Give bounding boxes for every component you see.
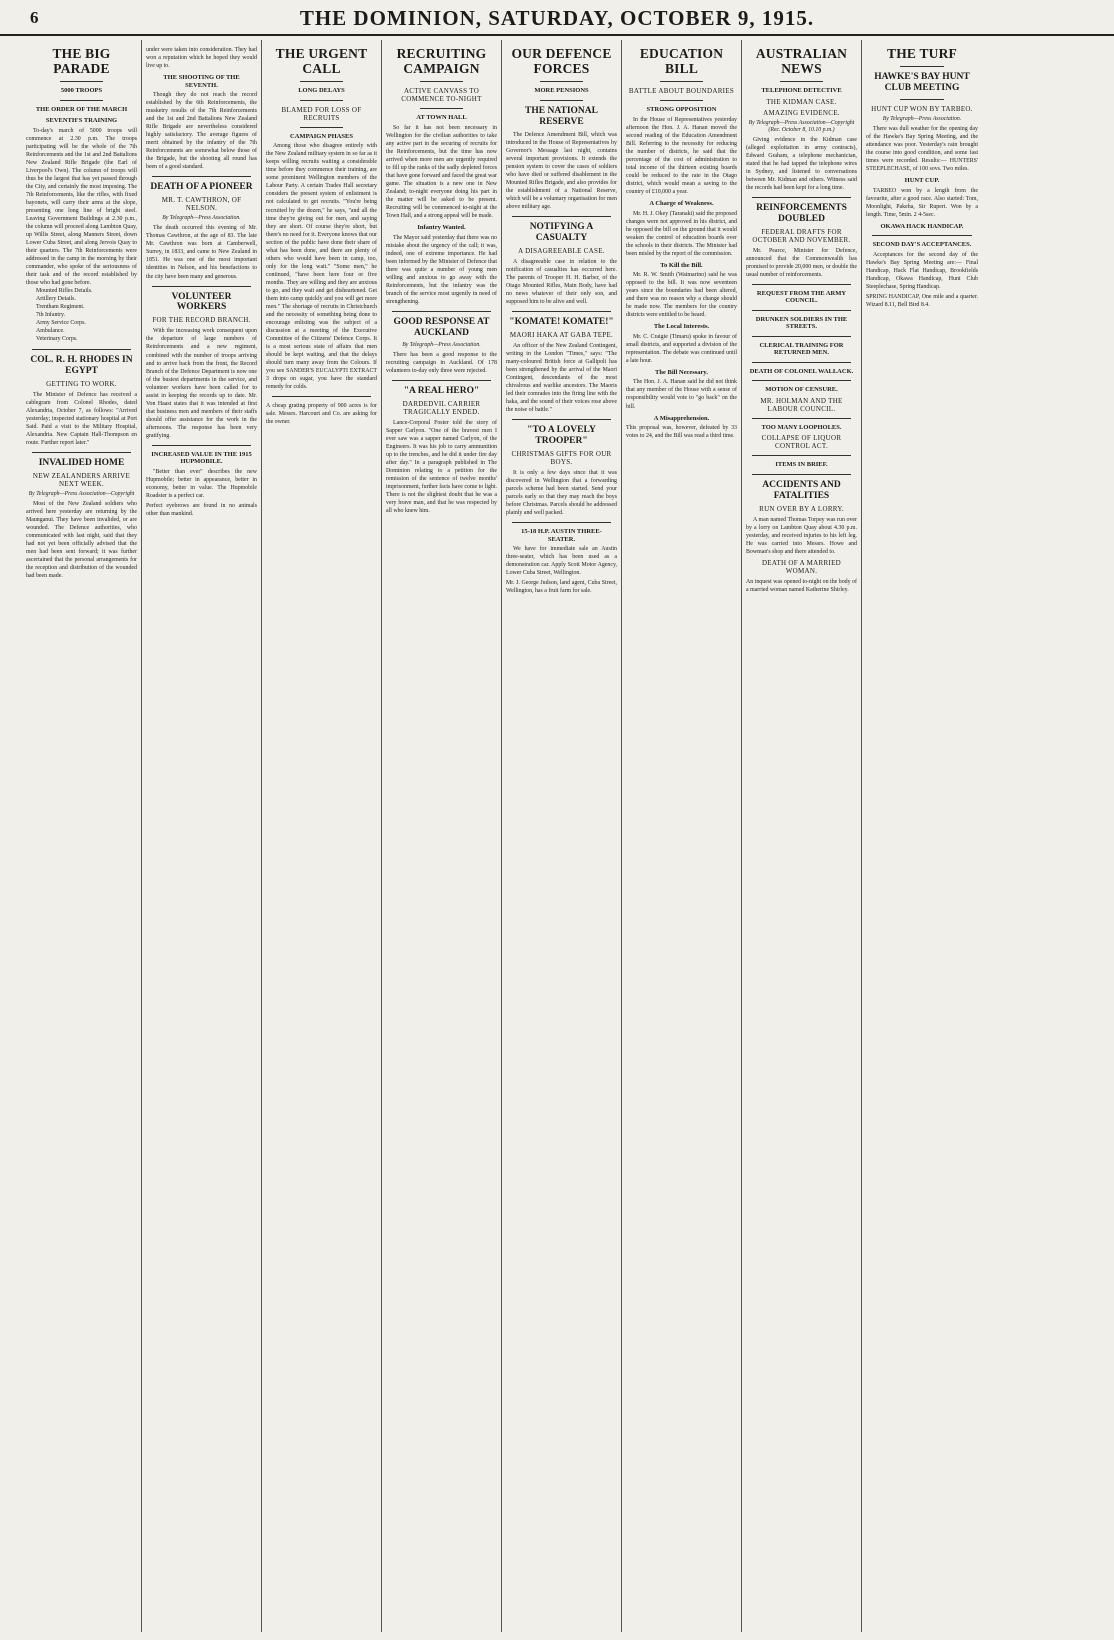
article-body: A man named Thomas Torpey was run over by a lorry on Lambton Quay about 4.30 p.m. yesterday, and received injuries to his left leg. He was carried into Messrs. Howe and Bowman's shop and there attended to. [746, 516, 857, 555]
subheading: COLLAPSE OF LIQUOR CONTROL ACT. [761, 434, 842, 451]
article-ending: SPRING HANDICAP, One mile and a quarter. Wizard 8.11, Bell Bird 8.4. [866, 293, 978, 308]
subheading: THE SHOOTING OF THE SEVENTH. [163, 74, 240, 89]
subheading: SECOND DAY'S ACCEPTANCES. [872, 241, 972, 249]
subheading: A Charge of Weakness. [649, 200, 714, 208]
divider [420, 108, 463, 109]
headline: INVALIDED HOME [38, 458, 125, 469]
article-ending: This proposal was, however, defeated by 33 votes to 24, and the Bill was read a third time. [626, 425, 737, 440]
article-body: Mr. Pearce, Minister for Defence, announced that the Commonwealth has promised to provide 20,000 men, or double the usual number of reinforcements. [746, 247, 857, 278]
headline: "KOMATE! KOMATE!" [509, 316, 614, 327]
divider [32, 349, 131, 350]
article-body: An officer of the New Zealand Contingent, writing in the London "Times," says: "The many-coloured British force at Gallipoli has been strengthened by the arrival of the Maori Contingent, descendants of the most chivalrous and warlike ancestors. The Maoris led their comrades into the firing line with the haka, and the sound of their voices rose above the noise of battle." [506, 342, 617, 414]
subheading: MR. HOLMAN AND THE LABOUR COUNCIL. [760, 396, 843, 413]
divider [540, 81, 583, 82]
headline: VOLUNTEER WORKERS [171, 291, 232, 313]
subheading: CHRISTMAS GIFTS FOR OUR BOYS. [511, 450, 612, 467]
divider [512, 522, 611, 523]
divider [752, 455, 851, 456]
dateline: By Telegraph—Press Association. [162, 215, 241, 222]
subheading: A Misapprehension. [653, 414, 710, 422]
headline: THE BIG PARADE [52, 46, 111, 77]
dateline: By Telegraph—Press Association—Copyright [28, 491, 135, 498]
subheading: GETTING TO WORK. [46, 379, 117, 388]
divider [300, 81, 343, 82]
article-body: There has been a good response to the recruiting campaign in Auckland. Of 178 volunteers to-day only three were rejected. [386, 351, 497, 374]
article-body: In the House of Representatives yesterday afternoon the Hon. J. A. Hanan moved the second reading of the Education Amendment Bill. Referring to the necessity for reducing the number of districts, he said that the percentage of the cost of administration to total income of the thirteen existing boards could be reduced to the rate in the Otago district, which would mean a saving to the country of £10,000 a year. [626, 116, 737, 196]
subheading: STRONG OPPOSITION [646, 106, 717, 114]
article-body: The Defence Amendment Bill, which was introduced in the House of Representatives by Governor's Message last night, contains several important provisions. It extends the pension system to cover the cases of soldiers who have died or suffered disablement in the Mounted Rifles Brigade, and also provides for the establishment of a National Reserve, which will be a voluntary organisation for men above military age. [506, 131, 617, 210]
subheading: RUN OVER BY A LORRY. [759, 504, 844, 513]
article-body: Among those who disagree entirely with the New Zealand military system in so far as it keeps willing recruits waiting a considerable time before they commence their training, are some prominent Wellington members of the Labour Party. A certain Trades Hall secretary considers the present system of enlistment is not calculated to get recruits. "You're being recruited by the dozen," he says, "and all the time they're giving out for men, and saying they are short. Of course they're short, but there's no need for it. Everyone knows that our section of the public have done their share of what has been done, and there are plenty of others who would have been in camp, too, only for the long wait." "Some men," he continued, "have been here four or five months. They are willing and they are anxious to go, and they wait and get disheartened. Get them into camp quickly and you will get more men." The shortage of recruits in Christchurch and the necessity of something being done to encourage enlisting was the subject of a discussion at a meeting of the Executive Committee of the Citizens' Defence Corps. It is a most serious state of affairs that men should be kept waiting, and that the delays should turn many away from the Colours. If you see SANDER'S EUCALYPTI EXTRACT 3 drops on sugar, you have the standard remedy for colds. [266, 143, 377, 391]
subheading: DEATH OF A MARRIED WOMAN. [761, 558, 842, 575]
headline: TOO MANY LOOPHOLES. [761, 423, 842, 431]
divider [660, 81, 703, 82]
subheading: AT TOWN HALL [416, 114, 467, 122]
article-body: Acceptances for the second day of the Hawke's Bay Spring Meeting are:— Final Handicap, Hack Flat Handicap, Brookfields Handicap, Okawa Handicap, Hunt Club Steeplechase, Spring Handicap. [866, 251, 978, 290]
column-big-parade [22, 40, 142, 1632]
article-body: The Minister of Defence has received a cablegram from Colonel Rhodes, dated Alexandria, October 7, as follows: "Arrived yesterday; inspected stationary hospital at Port Said. Paid a visit to the Military Hospital, Alexandria. New Captain Hall-Thompson en route. Further report later." [26, 391, 137, 447]
divider [660, 100, 703, 101]
article-body: The death occurred this evening of Mr. Thomas Cawthron, at the age of 83. The late Mr. Cawthron was born at Camberwell, Surrey, in 1833, and came to New Zealand in 1851. He was one of the most important identities in Nelson, and his benefactions to the city have been many and generous. [146, 225, 257, 280]
article-body: To-day's march of 5000 troops will commence at 2.30 p.m. The troops participating will be the whole of the 7th Reinforcements and the 1st and 2nd Battalions New Zealand Rifle Brigade (the Earl of Liverpool's Own). The column of troops will thus be the largest that has yet passed through the City, and certainly the most imposing. The 7th Reinforcements, like the rifles, with fixed bayonets, will carry their arms at the slope, presenting one long line of bright steel. Leaving Government Buildings at 2.30 p.m., the column will proceed along Lambton Quay, up Willis Street, along Manners Street, down Lower Cuba Street, and along Jervois Quay to their quarters. The 7th Reinforcements were addressed in the camp in the morning by their commander, who spoke of the seriousness of their task and of the record established by those who had gone before. [26, 127, 137, 287]
divider [752, 284, 851, 285]
subheading: DARDEDVIL CARRIER TRAGICALLY ENDED. [402, 399, 481, 416]
column-education-bill [622, 40, 742, 1632]
column-shooting [142, 40, 262, 1632]
subheading: THE KIDMAN CASE. [766, 97, 837, 106]
divider [272, 396, 371, 397]
article-ending: An inquest was opened to-night on the body of a married woman named Katherine Shirley. [746, 578, 857, 594]
columns [22, 40, 1102, 1632]
article-body: Though they do not reach the record established by the 6th Reinforcements, the musketry results of the 7th Reinforcements and the 1st and 2nd Battalions New Zealand Rifle Brigade are nevertheless considered highly satisfactory. The average figures of merit obtained by the infantry of the 7th Reinforcements are somewhat below those of the Brigade, but the shooting all round has been of a good standard. [146, 92, 257, 171]
headline: OUR DEFENCE FORCES [511, 46, 612, 77]
newspaper-title: THE DOMINION, SATURDAY, OCTOBER 9, 1915. [299, 6, 815, 30]
column-defence-forces [502, 40, 622, 1632]
divider [60, 81, 103, 82]
divider [152, 176, 251, 177]
divider [300, 127, 343, 128]
divider [152, 445, 251, 446]
column-australian-news [742, 40, 862, 1632]
article-body: The Hon. J. A. Hanan said he did not think that any member of the House with a sense of responsibility would vote to "go back" on the bill. [626, 379, 737, 410]
divider [392, 311, 491, 312]
column-turf [862, 40, 982, 1632]
divider [752, 474, 851, 475]
headline: "TO A LOVELY TROOPER" [527, 425, 596, 447]
article-body: Mr. H. J. Okey (Taranaki) said the proposed changes were not approved in his district, and he opposed the bill on the ground that it would weaken the control of education boards over the schools in their districts. The Minister had been misled by the report of the commission. [626, 210, 737, 257]
subheading: HAWKE'S BAY HUNT CLUB MEETING [874, 72, 970, 94]
article-body: TARBEO won by a length from the favourite, after a good race. Also started: Tom, Moonlight, Pakeha, Sir Rupert. Won by a length. Time, 5min. 2 4-5sec. [866, 187, 978, 218]
subheading: SEVENTH'S TRAINING [45, 117, 118, 125]
divider [540, 100, 583, 101]
subheading: HUNT CUP WON BY TARBEO. [871, 104, 973, 113]
dateline: By Telegraph—Press Association—Copyright (Rec. October 8, 10.10 p.m.) [748, 119, 855, 133]
divider [32, 452, 131, 453]
headline: RECRUITING CAMPAIGN [396, 46, 487, 77]
list-item: Artillery Details. [36, 296, 76, 303]
list-item: Ambulance. [36, 328, 65, 335]
divider [392, 380, 491, 381]
headline: THE TURF [887, 46, 957, 61]
divider [60, 100, 103, 101]
subheading: HUNT CUP. [904, 177, 940, 185]
page-number: 6 [30, 8, 39, 27]
advertisement-note: A cheap grating property of 900 acres is for sale. Messrs. Harcourt and Co. are asking for the owner. [266, 403, 377, 426]
column-recruiting [382, 40, 502, 1632]
subheading: ACTIVE CANVASS TO COMMENCE TO-NIGHT [401, 87, 482, 104]
divider [300, 100, 343, 101]
headline: DRUNKEN SOLDIERS IN THE STREETS. [755, 315, 848, 331]
masthead [0, 0, 1114, 36]
subheading: THE NATIONAL RESERVE [525, 105, 598, 127]
headline: GOOD RESPONSE AT AUCKLAND [393, 316, 490, 338]
subheading: MR. T. CAWTHRON, OF NELSON. [161, 196, 242, 213]
subheading: A DISAGREEABLE CASE. [518, 246, 605, 255]
headline: NOTIFYING A CASUALTY [529, 221, 594, 243]
divider [512, 311, 611, 312]
article-body: There was dull weather for the opening day of the Hawke's Bay Spring Meeting, and the attendance was poor. Yesterday's rain brought the course into good condition, and some fast times were recorded. Results:— HUNTERS' STEEPLECHASE, of 100 sovs. Two miles. [866, 125, 978, 173]
headline: REINFORCEMENTS DOUBLED [756, 202, 847, 224]
headline: "A REAL HERO" [403, 385, 480, 396]
article-continuation: under were taken into consideration. They had won a reputation which he hoped they would live up to. [146, 47, 257, 70]
subheading: TELEPHONE DETECTIVE [761, 87, 842, 95]
list-item: Mounted Rifles Details. [36, 288, 93, 295]
divider [752, 336, 851, 337]
subheading: The Local Interests. [653, 323, 710, 331]
subheading: FOR THE RECORD BRANCH. [152, 316, 251, 325]
subheading: AMAZING EVIDENCE. [763, 108, 840, 117]
dateline: By Telegraph—Press Association. [402, 341, 481, 348]
divider [900, 99, 944, 100]
article-body: So far it has not been necessary in Wellington for the civilian authorities to take any active part in the securing of recruits for the Reinforcements, but the time has now arrived when more men are urgently required to fill up the ranks of the sadly depleted forces that have gone forward and faced the great war game. The situation is a new one in New Zealand; to-night everyone doing his part in the matter will be asked to be present. Recruiting will be commenced to-night at the Town Hall, and a strong appeal will be made. [386, 124, 497, 220]
article-body: Giving evidence in the Kidman case (alleged exploitation in army contracts), Edward Graham, a telephone mechanician, stated that he had tapped the telephone wires in Sydney, and listened to conversations between Mr. Kidman and others. Witness said the records had been kept for a long time. [746, 136, 857, 191]
subheading: 5000 TROOPS [60, 87, 103, 95]
headline: THE URGENT CALL [275, 46, 368, 77]
subheading: BLAMED FOR LOSS OF RECRUITS [281, 105, 362, 122]
advertisement-heading: INCREASED VALUE IN THE 1915 HUPMOBILE. [151, 450, 252, 466]
column-urgent-call [262, 40, 382, 1632]
headline: DEATH OF A PIONEER [150, 182, 253, 193]
headline: COL. R. H. RHODES IN EGYPT [30, 355, 133, 376]
list-item: Army Service Corps. [36, 320, 86, 327]
list-item: Veterinary Corps. [36, 336, 78, 343]
subheading: CAMPAIGN PHASES [290, 132, 353, 140]
divider [420, 81, 463, 82]
article-body: Most of the New Zealand soldiers who arrived here yesterday are returning by the Maunganui. They have been invalided, or are wounded. The Defence authorities, who communicated with last night, said that they had not yet been officially advised that the men had been sent forward; it was further ascertained that the personal arrangements for the reception and distribution of the wounded had been made. [26, 501, 137, 580]
subheading: LONG DELAYS [298, 87, 345, 95]
headline: DEATH OF COLONEL WALLACK. [749, 367, 854, 375]
list-item: 7th Infantry. [36, 312, 66, 319]
divider [512, 419, 611, 420]
divider [752, 418, 851, 419]
divider [752, 197, 851, 198]
advertisement-note: Perfect eyebrows are found in no animals other than mankind. [146, 502, 257, 517]
divider [752, 310, 851, 311]
article-body: Lance-Corporal Foster told the story of Sapper Carlyon. "One of the bravest men I ever saw was a sapper named Carlyon, of the Engineers. It was his job to carry ammunition up to the trenches, and he did it under fire day after day." In a paragraph published in The Dominion relating to a petition for the remission of the sentence of twelve months' imprisonment, further facts have come to light. There is not the slightest doubt that he was a very brave man, and that he was respected by all who knew him. [386, 419, 497, 515]
advertisement-heading: 15-18 H.P. AUSTIN THREE-SEATER. [521, 528, 602, 543]
subheading: BATTLE ABOUT BOUNDARIES [628, 87, 735, 96]
subheading: MAORI HAKA AT GABA TEPE. [509, 330, 614, 339]
divider [900, 66, 944, 67]
divider [752, 380, 851, 381]
advertisement-note: Mr. J. George Judson, land agent, Cuba Street, Wellington, has a fruit farm for sale. [506, 580, 617, 595]
headline: EDUCATION BILL [639, 46, 724, 77]
subheading: THE ORDER OF THE MARCH [35, 105, 128, 113]
divider [512, 216, 611, 217]
article-body: It is only a few days since that it was discovered in Wellington that a forwarding parcels scheme had been started. Send your parcels early so that they may reach the boys before Christmas. Parcels should be addressed plainly and well packed. [506, 470, 617, 517]
article-body: With the increasing work consequent upon the departure of large numbers of Reinforcements and a new regiment, combined with the number of troops arriving and to arrive back from the front, the Record Branch of the Defence Department is now one of the busiest departments in the service, and volunteer workers have been called for to assist in keeping the records up to date. Mr. Von Haast states that it was intended at first that business men and members of their staffs should offer assistance for the work in the afternoons. The response has been very gratifying. [146, 328, 257, 439]
subheading: OKAWA HACK HANDICAP. [880, 222, 964, 230]
headline: CLERICAL TRAINING FOR RETURNED MEN. [759, 341, 844, 357]
advertisement-body: We have for immediate sale an Austin three-seater, which has been used as a demonstration car. Apply Scott Motor Agency, Lower Cuba Street, Wellington. [506, 546, 617, 577]
subheading: MORE PENSIONS [534, 87, 589, 95]
headline: AUSTRALIAN NEWS [755, 46, 848, 77]
subheading: The Bill Necessary. [655, 368, 708, 376]
article-body: A disagreeable case in relation to the notification of casualties has occurred here. The parents of Trooper H. H. Barber, of the Otago Mounted Rifles, Main Body, have had no news whatever of their only son, and supposed him to be alive and well. [506, 258, 617, 305]
divider [752, 362, 851, 363]
dateline: By Telegraph—Press Association. [882, 116, 962, 122]
subheading: To Kill the Bill. [660, 261, 703, 269]
subheading: Infantry Wanted. [417, 224, 466, 232]
divider [152, 286, 251, 287]
article-body: The Mayor said yesterday that there was no mistake about the urgency of the call; it was, indeed, one of extreme importance. He had been informed by the Minister of Defence that there was quite a number of young men willing and anxious to go away with the Reinforcements, but the infantry was the branch of the service most urgently in need of strengthening. [386, 234, 497, 305]
article-body: Mr. C. Craigie (Timaru) spoke in favour of small districts, and supported a division of the representation. The debate was continued until a late hour. [626, 333, 737, 364]
advertisement-body: "Better than ever" describes the new Hupmobile; better in appearance, better in economy, better in value. The Hupmobile Roadster is a perfect car. [146, 468, 257, 499]
headline: ACCIDENTS AND FATALITIES [762, 479, 841, 501]
article-body: Mr. R. W. Smith (Waimarino) said he was opposed to the bill. It was now seventeen years since the boundaries had been altered, and there was no reason why a change should be made now. The members for the country districts were entitled to be heard. [626, 272, 737, 319]
headline: ITEMS IN BRIEF. [775, 461, 828, 469]
subheading: FEDERAL DRAFTS FOR OCTOBER AND NOVEMBER. [752, 227, 851, 244]
divider [780, 81, 823, 82]
list-item: Trentham Regiment. [36, 304, 85, 311]
subheading: NEW ZEALANDERS ARRIVE NEXT WEEK. [32, 472, 131, 489]
headline: REQUEST FROM THE ARMY COUNCIL. [756, 289, 847, 305]
headline: MOTION OF CENSURE. [765, 386, 838, 394]
divider [872, 235, 972, 236]
